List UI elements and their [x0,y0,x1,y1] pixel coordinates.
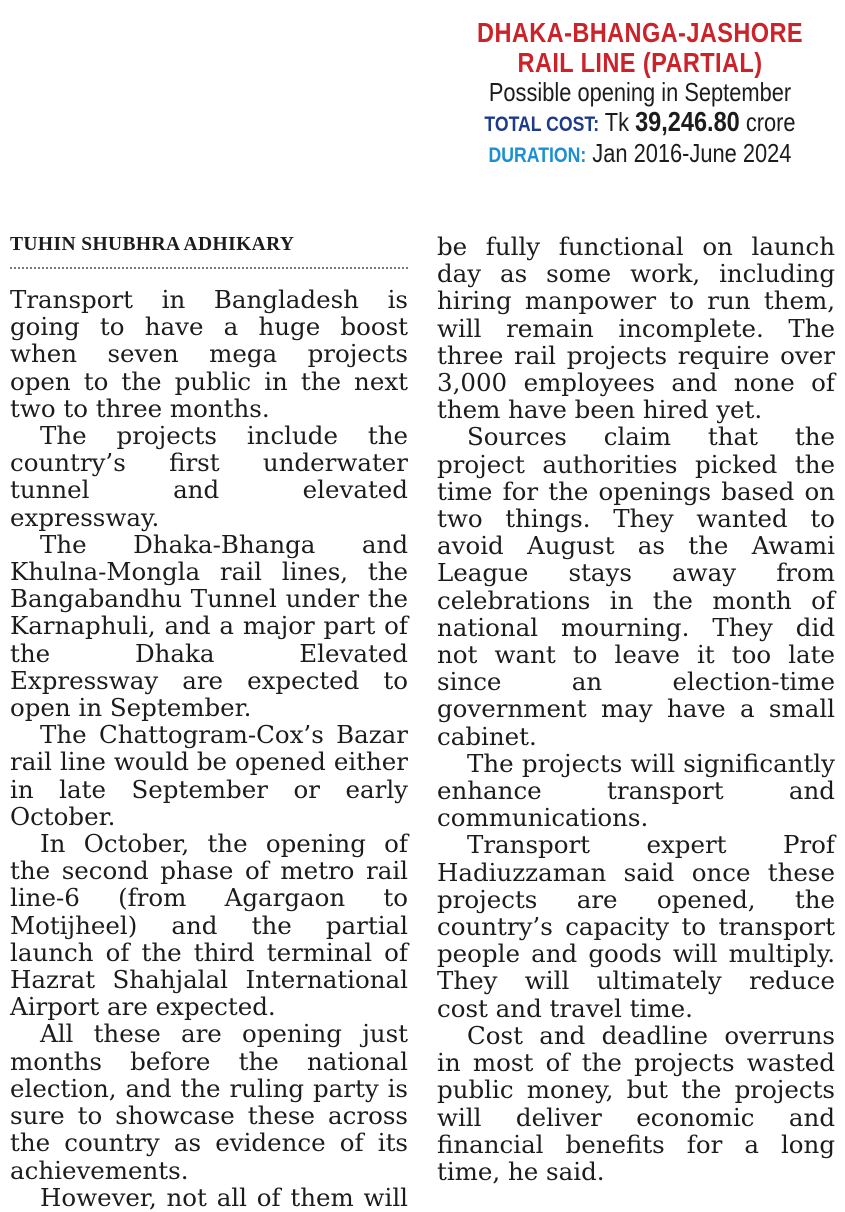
paragraph: be fully functional on launch day as some work, including hiring manpower to run them, will remain incomplete. The three rail projects require over 3,000 employees and none of them have been hired yet. [437,232,835,425]
paragraph: Sources claim that the project authorities picked the time for the openings based on two things. They wanted to avoid August as the Awami League stays away from celebrations in the month of national mourning. They did not want to leave it too late since an election-time government may have a small cabinet. [437,422,835,751]
paragraph: All these are opening just months before the national election, and the ruling party is sure to showcase these across the country as evidence of its achievements. [10,1019,408,1185]
project-infobox [430,18,845,170]
article-column-left [10,232,408,1211]
paragraph: Transport in Bangladesh is going to have a huge boost when seven mega projects open to the public in the next two to three months. [10,285,408,423]
byline: TUHIN SHUBHRA ADHIKARY [10,232,408,269]
paragraph: The projects will significantly enhance transport and communications. [437,748,835,833]
total-cost-value: 39,246.80 [635,106,740,137]
paragraph: However, not all of them will [40,1182,408,1212]
infobox-title [464,18,817,78]
total-cost-unit: crore [745,107,796,137]
paragraph: In October, the opening of the second phase of metro rail line-6 (from Agargaon to Motijheel) and the partial launch of the third terminal of Hazrat Shahjalal International Airport are expected. [10,829,408,1022]
paragraph: The projects include the country’s first underwater tunnel and elevated expressway. [10,421,408,532]
duration-label: DURATION: [488,144,587,167]
infobox-subtitle: Possible opening in September [488,77,792,107]
paragraph: Cost and deadline overruns in most of the projects wasted public money, but the projects will deliver economic and financial benefits for a long time, he said. [437,1020,835,1186]
total-cost-currency: Tk [604,107,630,137]
infobox-total-cost [464,107,817,139]
duration-value: Jan 2016-June 2024 [592,138,792,168]
paragraph: The Chattogram-Cox’s Bazar rail line would be opened either in late September or early October. [10,720,408,831]
infobox-duration [464,139,817,170]
total-cost-label: TOTAL COST: [484,113,600,136]
paragraph: Transport expert Prof Hadiuzzaman said once these projects are opened, the country’s capacity to transport people and goods will multiply. They will ultimately reduce cost and travel time. [437,830,835,1023]
infobox-title-line-2: RAIL LINE (PARTIAL) [517,47,763,78]
infobox-title-line-1: DHAKA-BHANGA-JASHORE [477,17,803,48]
article-column-right [437,233,835,1185]
paragraph: The Dhaka-Bhanga and Khulna-Mongla rail lines, the Bangabandhu Tunnel under the Karnaphuli, and a major part of the Dhaka Elevated Expressway are expected to open in September. [10,529,408,723]
